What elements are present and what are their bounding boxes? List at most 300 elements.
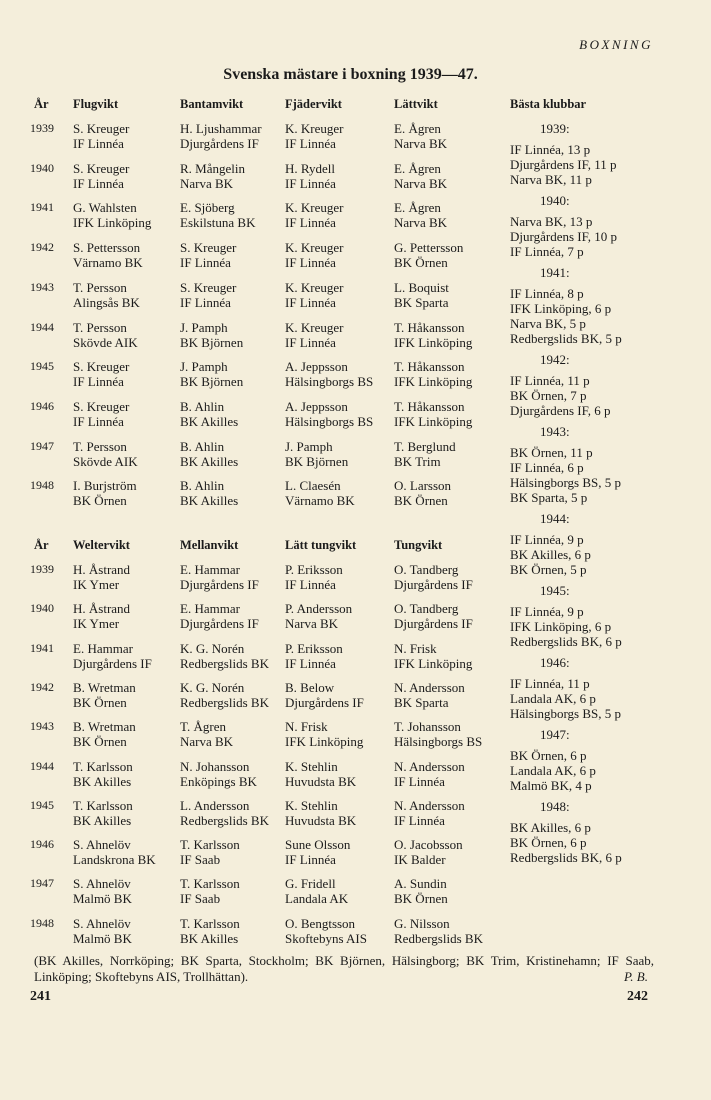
champion-name: K. Kreuger [285, 200, 344, 216]
champion-name: K. Stehlin [285, 758, 338, 774]
club-score: IF Linnéa, 7 p [510, 244, 584, 259]
champion-club: IFK Linköping [73, 215, 152, 231]
champion-cell [180, 121, 262, 151]
champion-cell [73, 641, 152, 671]
champion-name: H. Ljushammar [180, 121, 262, 136]
champion-name: I. Burjström [73, 478, 137, 494]
club-score: IF Linnéa, 9 p [510, 532, 584, 547]
table-row [0, 916, 500, 950]
champion-cell [73, 680, 136, 710]
year-cell: 1944 [30, 758, 54, 773]
champion-club: Djurgårdens IF [180, 616, 259, 632]
club-score: IF Linnéa, 13 p [510, 142, 591, 157]
club-year-block [510, 583, 710, 649]
year-cell: 1948 [30, 478, 54, 493]
table2-col-3: Lätt tungvikt [285, 538, 357, 552]
champion-name: B. Ahlin [180, 398, 225, 414]
club-year-label: 1942: [540, 352, 570, 367]
champion-name: S. Ahnelöv [73, 876, 131, 892]
champion-club: Djurgårdens IF [394, 577, 473, 592]
champion-name: H. Åstrand [73, 601, 131, 617]
club-year-label: 1939: [540, 121, 570, 136]
champion-name: E. Ågren [394, 160, 441, 176]
best-clubs-list [510, 121, 710, 865]
champion-cell [394, 439, 456, 469]
champion-cell [285, 719, 363, 749]
club-year-label: 1947: [540, 727, 570, 742]
champion-cell [285, 759, 356, 789]
champion-name: E. Ågren [394, 121, 441, 136]
club-score: Narva BK, 13 p [510, 214, 593, 229]
champion-cell [73, 359, 129, 389]
champion-cell [180, 439, 238, 469]
champion-cell [180, 359, 243, 389]
champion-name: H. Åstrand [73, 562, 131, 577]
champion-name: P. Eriksson [285, 640, 343, 656]
club-score: Landala AK, 6 p [510, 763, 596, 778]
champion-cell [394, 680, 465, 710]
table2-col-1: Weltervikt [73, 538, 130, 552]
champion-name: G. Nilsson [394, 915, 450, 931]
club-year-label: 1946: [540, 655, 570, 670]
champion-name: T. Håkansson [394, 319, 465, 335]
club-score: Narva BK, 11 p [510, 172, 592, 187]
champion-cell [73, 601, 130, 631]
club-score: Malmö BK, 4 p [510, 778, 592, 793]
champion-name: T. Karlsson [180, 837, 240, 853]
champion-cell [180, 680, 269, 710]
club-score: Redbergslids BK, 5 p [510, 331, 622, 346]
champion-name: S. Kreuger [73, 398, 130, 414]
champion-club: Redbergslids BK [394, 930, 483, 946]
table-row [0, 601, 500, 635]
champion-name: P. Andersson [285, 601, 353, 617]
champion-cell [285, 359, 373, 389]
champion-name: T. Ågren [180, 719, 226, 735]
champion-name: B. Wretman [73, 679, 136, 695]
champion-cell [285, 562, 343, 592]
champion-cell [394, 562, 473, 592]
table-row [0, 240, 500, 274]
champion-name: E. Sjöberg [180, 200, 235, 216]
club-score: Landala AK, 6 p [510, 691, 596, 706]
champion-cell [285, 876, 348, 906]
year-cell: 1939 [30, 562, 54, 576]
champion-cell [285, 280, 343, 310]
club-year-block [510, 193, 710, 259]
table-row [0, 439, 500, 473]
champion-cell [180, 916, 240, 946]
champion-cell [285, 680, 364, 710]
club-year-block [510, 511, 710, 577]
champion-cell [394, 359, 472, 389]
champion-club: BK Akilles [180, 930, 239, 946]
champion-cell [73, 876, 132, 906]
champion-cell [73, 719, 136, 749]
champion-club: IF Linnéa [180, 294, 231, 310]
champion-name: N. Johansson [180, 758, 250, 774]
champion-club: IFK Linköping [285, 734, 364, 750]
champion-name: O. Bengtsson [285, 915, 356, 931]
table1-col-4: Lättvikt [394, 97, 438, 111]
champion-club: BK Akilles [73, 812, 132, 828]
champion-cell [394, 916, 483, 946]
club-score: IFK Linköping, 6 p [510, 619, 612, 634]
champion-name: E. Hammar [180, 601, 240, 617]
champion-name: L. Claesén [285, 478, 341, 494]
champion-club: Narva BK [394, 136, 448, 151]
champion-club: BK Sparta [394, 294, 449, 310]
year-cell: 1941 [30, 200, 54, 215]
table-row [0, 876, 500, 910]
club-year-block [510, 265, 710, 346]
champion-name: S. Kreuger [180, 279, 237, 295]
champion-club: Skövde AIK [73, 334, 138, 350]
table-row [0, 837, 500, 871]
table2-col-year: År [34, 538, 49, 552]
champion-cell [73, 478, 137, 508]
champion-cell [180, 837, 240, 867]
signature: P. B. [624, 969, 648, 984]
champion-cell [394, 200, 447, 230]
champion-cell [73, 837, 156, 867]
champion-cell [73, 240, 143, 270]
champion-club: BK Örnen [73, 493, 127, 509]
champion-club: IF Linnéa [285, 852, 336, 868]
table-row [0, 280, 500, 314]
champion-club: IFK Linköping [394, 334, 473, 350]
champion-cell [73, 121, 129, 151]
champion-name: B. Wretman [73, 719, 136, 735]
champion-name: S. Kreuger [73, 160, 130, 176]
champion-name: T. Håkansson [394, 398, 465, 414]
champion-cell [180, 798, 269, 828]
table-row [0, 680, 500, 714]
champion-name: J. Pamph [180, 319, 228, 335]
club-score: BK Sparta, 5 p [510, 490, 588, 505]
champion-club: Enköpings BK [180, 773, 257, 789]
champion-name: N. Andersson [394, 679, 465, 695]
champion-name: B. Ahlin [180, 478, 225, 494]
champion-name: T. Håkansson [394, 359, 465, 375]
champion-cell [394, 759, 465, 789]
club-score: Djurgårdens IF, 10 p [510, 229, 618, 244]
champion-cell [180, 876, 240, 906]
champion-cell [394, 719, 482, 749]
champion-cell [285, 798, 356, 828]
champion-cell [180, 759, 257, 789]
champion-cell [73, 320, 138, 350]
table-row [0, 399, 500, 433]
club-year-label: 1941: [540, 265, 570, 280]
champion-club: IF Linnéa [394, 812, 445, 828]
table-row [0, 121, 500, 155]
champion-name: G. Wahlsten [73, 200, 137, 216]
champion-cell [285, 121, 343, 151]
club-score: BK Örnen, 7 p [510, 388, 587, 403]
champion-cell [285, 837, 350, 867]
champion-name: K. G. Norén [180, 640, 245, 656]
champion-name: T. Persson [73, 279, 127, 295]
club-score: Hälsingborgs BS, 5 p [510, 475, 621, 490]
champion-club: BK Akilles [73, 773, 132, 789]
champion-club: Värnamo BK [285, 493, 355, 509]
champion-name: T. Karlsson [180, 876, 240, 892]
champion-club: Landala AK [285, 891, 349, 907]
champion-name: O. Jacobsson [394, 837, 463, 853]
champion-cell [180, 240, 236, 270]
champion-name: N. Andersson [394, 758, 465, 774]
champion-club: IK Ymer [73, 577, 120, 592]
table1-col-1: Flugvikt [73, 97, 119, 111]
champion-name: T. Johansson [394, 719, 461, 735]
champion-club: BK Örnen [73, 734, 127, 750]
champion-cell [180, 200, 255, 230]
champion-club: BK Akilles [180, 413, 239, 429]
champion-name: A. Sundin [394, 876, 447, 892]
champion-cell [285, 478, 355, 508]
champion-cell [394, 601, 473, 631]
champion-club: IK Balder [394, 852, 446, 868]
club-score: BK Örnen, 6 p [510, 748, 587, 763]
champion-club: IF Linnéa [285, 136, 336, 151]
champion-club: IF Saab [180, 852, 221, 868]
club-year-block [510, 727, 710, 793]
champion-cell [180, 601, 259, 631]
champion-club: BK Örnen [394, 493, 448, 509]
club-year-block [510, 799, 710, 865]
champion-name: E. Ågren [394, 200, 441, 216]
section-header: BOXNING [579, 37, 653, 52]
champion-club: Malmö BK [73, 930, 132, 946]
year-cell: 1946 [30, 837, 54, 852]
champion-club: IF Linnéa [285, 175, 336, 191]
champion-club: Djurgårdens IF [285, 694, 364, 710]
champion-club: Redbergslids BK [180, 694, 269, 710]
champion-club: Djurgårdens IF [394, 616, 473, 632]
champion-club: Narva BK [285, 616, 339, 632]
champion-name: T. Karlsson [73, 797, 133, 813]
champion-name: K. Kreuger [285, 279, 344, 295]
champion-cell [394, 280, 449, 310]
champion-cell [394, 798, 465, 828]
champion-club: BK Örnen [73, 694, 127, 710]
champion-cell [73, 161, 129, 191]
champion-club: Huvudsta BK [285, 773, 357, 789]
page-number-left: 241 [30, 989, 51, 1004]
champion-name: K. Kreuger [285, 121, 344, 136]
champion-cell [394, 837, 463, 867]
champion-club: Värnamo BK [73, 255, 143, 271]
champion-name: G. Fridell [285, 876, 336, 892]
champion-club: IFK Linköping [394, 413, 473, 429]
champion-club: Djurgårdens IF [73, 655, 152, 671]
champion-name: S. Ahnelöv [73, 837, 131, 853]
club-year-label: 1943: [540, 424, 570, 439]
champion-club: IFK Linköping [394, 374, 473, 390]
page-title: Svenska mästare i boxning 1939—47. [223, 66, 478, 83]
club-score: Redbergslids BK, 6 p [510, 634, 622, 649]
champion-cell [285, 240, 343, 270]
club-score: BK Örnen, 11 p [510, 445, 593, 460]
year-cell: 1948 [30, 915, 54, 930]
club-score: IFK Linköping, 6 p [510, 301, 612, 316]
year-cell: 1941 [30, 640, 54, 655]
champion-club: IF Linnéa [73, 175, 124, 191]
club-score: IF Linnéa, 6 p [510, 460, 584, 475]
champion-cell [73, 399, 129, 429]
club-year-label: 1948: [540, 799, 570, 814]
champion-cell [285, 161, 336, 191]
champion-club: Narva BK [180, 175, 234, 191]
champion-cell [394, 478, 451, 508]
champion-name: T. Persson [73, 438, 127, 454]
champion-name: E. Hammar [180, 562, 240, 577]
year-cell: 1943 [30, 279, 54, 294]
champion-cell [180, 161, 245, 191]
champion-club: BK Akilles [180, 493, 239, 509]
club-score: BK Akilles, 6 p [510, 820, 591, 835]
champion-club: IF Linnéa [73, 374, 124, 390]
year-cell: 1944 [30, 319, 54, 334]
champion-club: BK Björnen [285, 453, 349, 469]
year-cell: 1940 [30, 601, 54, 616]
champion-club: IF Linnéa [73, 413, 124, 429]
champion-club: BK Örnen [394, 891, 448, 907]
year-cell: 1943 [30, 719, 54, 734]
champion-name: S. Ahnelöv [73, 915, 131, 931]
champion-club: BK Björnen [180, 374, 244, 390]
table-row [0, 562, 500, 596]
champion-name: S. Pettersson [73, 240, 141, 256]
champion-club: Eskilstuna BK [180, 215, 256, 231]
champion-cell [285, 200, 343, 230]
champion-cell [394, 399, 472, 429]
club-year-block [510, 655, 710, 721]
champion-club: Huvudsta BK [285, 812, 357, 828]
club-score: Hälsingborgs BS, 5 p [510, 706, 621, 721]
champion-club: Skoftebyns AIS [285, 930, 367, 946]
champion-name: K. Kreuger [285, 319, 344, 335]
champion-cell [285, 320, 343, 350]
club-year-block [510, 121, 710, 187]
champion-name: N. Frisk [285, 719, 328, 735]
club-score: IF Linnéa, 9 p [510, 604, 584, 619]
club-score: IF Linnéa, 8 p [510, 286, 584, 301]
table-row [0, 359, 500, 393]
club-score: BK Örnen, 5 p [510, 562, 587, 577]
champion-cell [285, 641, 343, 671]
champion-club: BK Trim [394, 453, 441, 469]
club-year-block [510, 352, 710, 418]
champion-cell [180, 399, 238, 429]
year-cell: 1940 [30, 160, 54, 175]
champion-club: Landskrona BK [73, 852, 156, 868]
champion-club: Redbergslids BK [180, 655, 269, 671]
champion-name: Sune Olsson [285, 837, 351, 853]
champion-cell [73, 439, 138, 469]
champion-name: N. Andersson [394, 797, 465, 813]
champion-cell [73, 916, 132, 946]
champion-name: L. Boquist [394, 279, 449, 295]
champion-club: IF Linnéa [285, 577, 336, 592]
champion-club: Djurgårdens IF [180, 136, 259, 151]
champion-name: K. Stehlin [285, 797, 338, 813]
champion-name: T. Karlsson [73, 758, 133, 774]
champion-name: O. Tandberg [394, 562, 459, 577]
champion-name: S. Kreuger [73, 359, 130, 375]
champion-name: A. Jeppsson [285, 359, 348, 375]
year-cell: 1947 [30, 438, 54, 453]
champion-cell [180, 719, 233, 749]
year-cell: 1939 [30, 121, 54, 135]
champion-club: Redbergslids BK [180, 812, 269, 828]
champion-cell [285, 439, 348, 469]
year-cell: 1945 [30, 359, 54, 374]
champion-name: T. Persson [73, 319, 127, 335]
champion-name: J. Pamph [180, 359, 228, 375]
champion-name: R. Mångelin [180, 160, 245, 176]
table1-col-2: Bantamvikt [180, 97, 244, 111]
champion-name: E. Hammar [73, 640, 133, 656]
champion-cell [285, 916, 367, 946]
champion-club: Skövde AIK [73, 453, 138, 469]
champion-cell [285, 399, 373, 429]
champion-club: Djurgårdens IF [180, 577, 259, 592]
champion-club: Hälsingborgs BS [394, 734, 483, 750]
table1-col-year: År [34, 97, 49, 111]
champion-club: Hälsingborgs BS [285, 374, 374, 390]
champion-name: B. Ahlin [180, 438, 225, 454]
champion-name: A. Jeppsson [285, 398, 348, 414]
champion-cell [285, 601, 352, 631]
club-year-block [510, 424, 710, 505]
champion-club: IF Linnéa [285, 255, 336, 271]
champion-club: BK Sparta [394, 694, 449, 710]
year-cell: 1942 [30, 679, 54, 694]
champion-cell [73, 798, 133, 828]
champion-club: IF Linnéa [285, 294, 336, 310]
champion-club: Narva BK [180, 734, 234, 750]
champion-name: S. Kreuger [180, 240, 237, 256]
best-clubs [510, 97, 710, 865]
champion-name: H. Rydell [285, 160, 336, 176]
champion-club: IF Linnéa [285, 215, 336, 231]
champion-club: Alingsås BK [73, 294, 140, 310]
champion-cell [394, 876, 448, 906]
table2-col-4: Tungvikt [394, 538, 443, 552]
table-row [0, 161, 500, 195]
champion-club: IFK Linköping [394, 655, 473, 671]
champion-cell [180, 641, 269, 671]
champion-cell [180, 280, 236, 310]
club-score: IF Linnéa, 11 p [510, 676, 590, 691]
champion-cell [73, 280, 140, 310]
champion-name: P. Eriksson [285, 562, 343, 577]
table-row [0, 759, 500, 793]
table-row [0, 719, 500, 753]
champion-cell [394, 641, 472, 671]
champion-cell [73, 759, 133, 789]
table1-col-3: Fjädervikt [285, 97, 342, 111]
champion-cell [180, 320, 243, 350]
champion-club: Hälsingborgs BS [285, 413, 374, 429]
champion-name: L. Andersson [180, 797, 250, 813]
champion-name: B. Below [285, 679, 335, 695]
champion-name: O. Larsson [394, 478, 452, 494]
year-cell: 1947 [30, 876, 54, 891]
table-row [0, 798, 500, 832]
